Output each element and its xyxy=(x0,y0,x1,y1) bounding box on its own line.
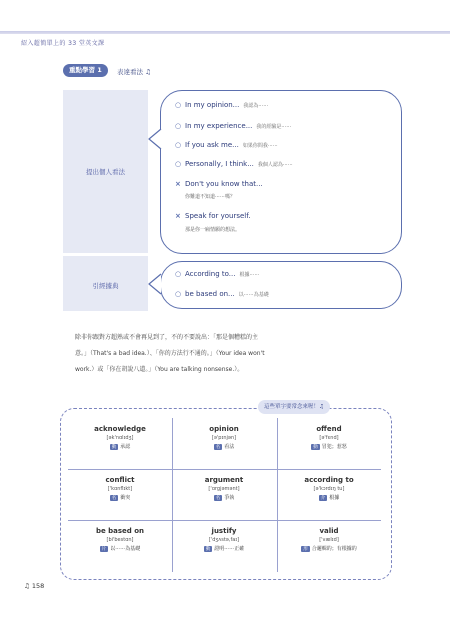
phrase-en: be based on... xyxy=(185,290,235,298)
vocab-meaning-row xyxy=(68,443,172,450)
bubble-tail-2 xyxy=(148,273,164,295)
vocab-word: offend xyxy=(316,425,342,433)
cite-phrase-item xyxy=(175,290,269,298)
phrase-en: According to... xyxy=(185,270,236,278)
vocab-cell xyxy=(68,520,172,571)
vocab-meaning: 證明⋯⋯正確 xyxy=(214,546,245,552)
vocab-meaning-row xyxy=(68,545,172,552)
phrase-zh: 以⋯⋯為基礎 xyxy=(238,292,269,298)
vocab-pill: 這些單字要常念來喔！♫ xyxy=(258,400,330,414)
phrase-sub-zh: 那是你一廂情願的想法。 xyxy=(185,227,241,233)
vocab-phonetic: [ə'fɛnd] xyxy=(319,435,339,441)
circle-mark-icon: ○ xyxy=(175,122,182,130)
vocab-phonetic: [ək'nɑlɪdʒ] xyxy=(106,435,134,441)
circle-mark-icon: ○ xyxy=(175,290,182,298)
vocab-word: argument xyxy=(204,476,244,484)
phrase-en: Speak for yourself. xyxy=(185,212,251,220)
vocab-meaning-row xyxy=(68,494,172,501)
phrase-zh: 我個人認為⋯⋯ xyxy=(257,162,293,168)
vocab-meaning-row xyxy=(277,443,381,450)
vocab-word: justify xyxy=(211,527,237,535)
vocab-cell xyxy=(68,418,172,469)
vocab-word: opinion xyxy=(209,425,239,433)
circle-mark-icon: ○ xyxy=(175,270,182,278)
phrase-en: If you ask me... xyxy=(185,141,239,149)
vocab-meaning-row xyxy=(277,494,381,501)
vocab-word: according to xyxy=(304,476,354,484)
pos-badge: 名 xyxy=(111,496,117,501)
vocab-word: conflict xyxy=(105,476,135,484)
phrase-en: In my experience... xyxy=(185,122,253,130)
phrase-item xyxy=(175,101,268,109)
vocab-cell xyxy=(277,469,381,520)
vocab-meaning: 衝突 xyxy=(120,495,131,501)
personal-opinion-label: 提出個人看法 xyxy=(86,168,125,176)
phrase-en: Don't you know that... xyxy=(185,180,263,188)
phrase-item xyxy=(175,122,291,130)
vocab-meaning: 冒犯；惹怒 xyxy=(321,444,347,450)
pos-badge: 片 xyxy=(101,547,107,552)
section-title: 表達看法 ♫ xyxy=(117,68,151,76)
phrase-item xyxy=(175,212,250,220)
phrase-item xyxy=(175,141,278,149)
pos-badge: 名 xyxy=(215,496,221,501)
vocab-word: acknowledge xyxy=(94,425,146,433)
body-paragraph xyxy=(75,330,395,378)
phrase-zh: 如果你問我⋯⋯ xyxy=(242,143,278,149)
vocab-word: be based on xyxy=(95,527,145,535)
phrase-zh: 我的經驗是⋯⋯ xyxy=(256,124,292,130)
vocab-phonetic: [ə'pɪnjən] xyxy=(211,435,237,441)
phrase-item xyxy=(175,160,293,168)
header-bar xyxy=(0,31,450,34)
vocab-meaning: 根據 xyxy=(329,495,340,501)
vocab-meaning: 承認 xyxy=(120,444,131,450)
vocab-meaning: 看法 xyxy=(224,444,235,450)
vocab-word: valid xyxy=(319,527,339,535)
vocab-phonetic: ['vælɪd] xyxy=(319,537,339,543)
vocab-grid xyxy=(68,418,381,572)
vocab-phonetic: [bi'bestɑn] xyxy=(106,537,134,543)
circle-mark-icon: ○ xyxy=(175,160,182,168)
circle-mark-icon: ○ xyxy=(175,141,182,149)
vocab-meaning-row xyxy=(172,545,276,552)
vocab-phonetic: ['ɑrgjəmənt] xyxy=(208,486,240,492)
vocab-meaning: 爭執 xyxy=(224,495,235,501)
running-title: 紹入超簡單上的 33 堂英文課 xyxy=(21,40,105,47)
pos-badge: 介 xyxy=(320,496,326,501)
bubble-tail-1 xyxy=(148,128,164,150)
vocab-meaning: 以⋯⋯為基礎 xyxy=(110,546,141,552)
vocab-phonetic: [ə'kɔrdɪŋ tu] xyxy=(313,486,345,492)
cite-phrase-item xyxy=(175,270,260,278)
vocab-meaning: 合邏輯的；有根據的 xyxy=(311,546,357,552)
pos-badge: 動 xyxy=(205,547,211,552)
vocab-meaning-row xyxy=(277,545,381,552)
vocab-meaning-row xyxy=(172,443,276,450)
phrase-en: In my opinion... xyxy=(185,101,240,109)
circle-mark-icon: ○ xyxy=(175,101,182,109)
phrase-en: Personally, I think... xyxy=(185,160,254,168)
phrase-item xyxy=(175,180,263,188)
vocab-cell xyxy=(172,469,276,520)
cite-speech-bubble xyxy=(160,261,402,309)
cite-label: 引經據典 xyxy=(92,282,119,290)
pos-badge: 形 xyxy=(303,547,308,552)
phrase-zh: 我認為⋯⋯ xyxy=(243,103,269,109)
paragraph-line: 除非你跟對方超熟或不會再見到了，不的不要說出：「那是個糟糕的主 xyxy=(75,334,259,341)
personal-opinion-panel xyxy=(63,90,148,253)
pos-badge: 名 xyxy=(215,445,221,450)
paragraph-line: 意。」（That's a bad idea.）、「你的方法行不通的。」（Your idea won't xyxy=(75,350,265,357)
vocab-cell xyxy=(277,418,381,469)
vocab-cell xyxy=(172,418,276,469)
vocab-phonetic: ['kɑnflɪkt] xyxy=(107,486,133,492)
vocab-meaning-row xyxy=(172,494,276,501)
pos-badge: 動 xyxy=(313,445,318,450)
vocab-cell xyxy=(172,520,276,571)
phrase-sub-zh: 你難道不知道⋯⋯嗎？ xyxy=(185,194,236,200)
vocab-cell xyxy=(68,469,172,520)
section-tag: 重點學習 1 xyxy=(63,64,108,77)
pos-badge: 動 xyxy=(111,445,117,450)
paragraph-line: work.）或「你在胡說八道。」（You are talking nonsense.）。 xyxy=(75,366,244,373)
phrase-zh: 根據⋯⋯ xyxy=(239,272,260,278)
cross-mark-icon: × xyxy=(175,180,181,188)
cross-mark-icon: × xyxy=(175,212,181,220)
vocab-cell xyxy=(277,520,381,571)
page-number: ♫ 158 xyxy=(24,582,45,590)
vocab-phonetic: ['dʒʌstə,faɪ] xyxy=(208,537,240,543)
cite-panel xyxy=(63,256,148,311)
